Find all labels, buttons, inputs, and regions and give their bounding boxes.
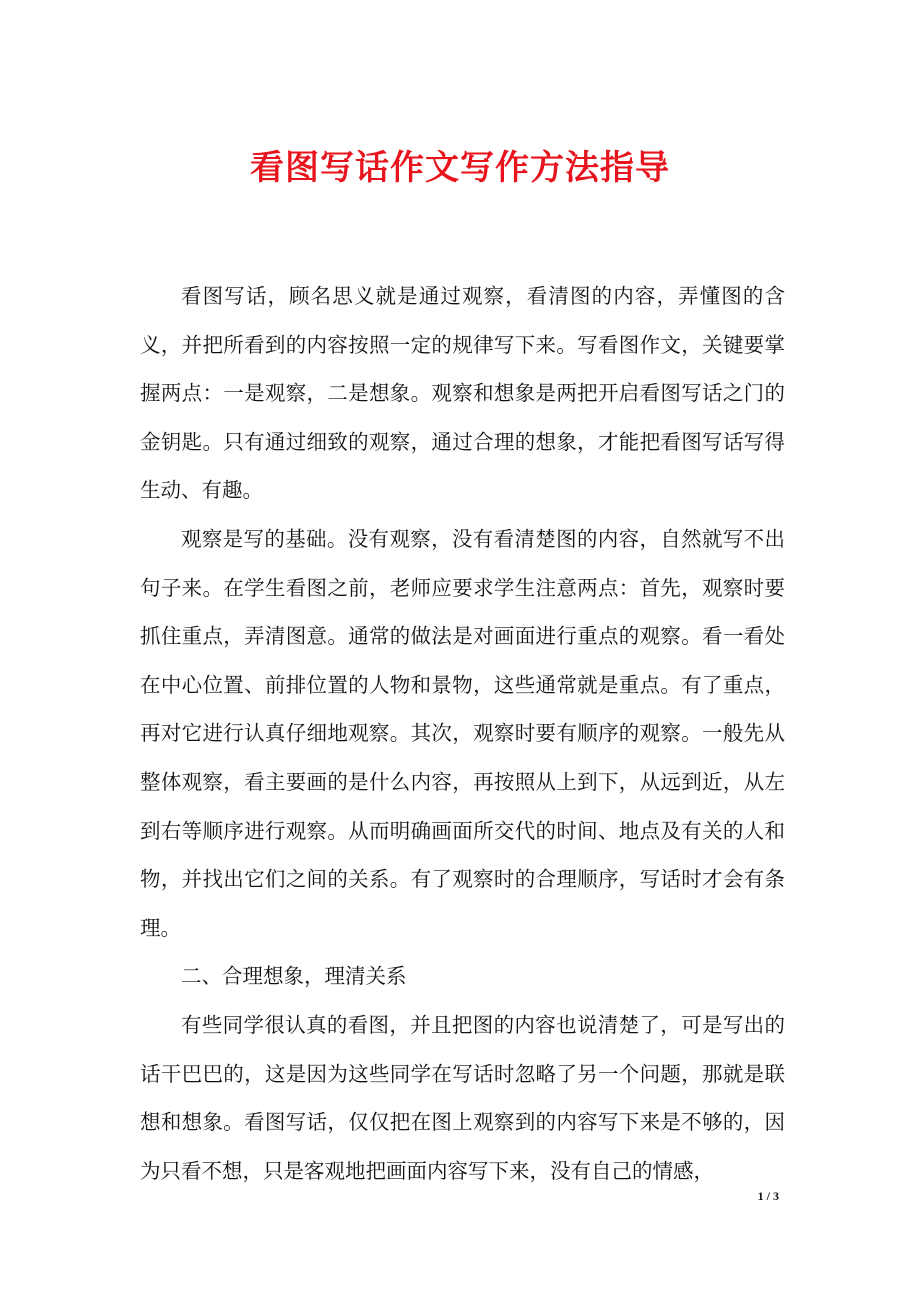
document-body: [140, 272, 785, 1195]
document-title: 看图写话作文写作方法指导: [250, 148, 670, 188]
paragraph-intro: 看图写话，顾名思义就是通过观察，看清图的内容，弄懂图的含义，并把所看到的内容按照一定的规律写下来。写看图作文，关键要掌握两点：一是观察，二是想象。观察和想象是两把开启看图写话之门的金钥匙。只有通过细致的观察，通过合理的想象，才能把看图写话写得生动、有趣。: [140, 284, 785, 503]
page-number: 1 / 3: [757, 1189, 779, 1203]
paragraph-observation: 观察是写的基础。没有观察，没有看清楚图的内容，自然就写不出句子来。在学生看图之前，老师应要求学生注意两点：首先，观察时要抓住重点，弄清图意。通常的做法是对画面进行重点的观察。看一看处在中心位置、前排位置的人物和景物，这些通常就是重点。有了重点，再对它进行认真仔细地观察。其次，观察时要有顺序的观察。一般先从整体观察，看主要画的是什么内容，再按照从上到下，从远到近，从左到右等顺序进行观察。从而明确画面所交代的时间、地点及有关的人和物，并找出它们之间的关系。有了观察时的合理顺序，写话时才会有条理。: [140, 526, 785, 940]
paragraph-imagination: 有些同学很认真的看图，并且把图的内容也说清楚了，可是写出的话干巴巴的，这是因为这些同学在写话时忽略了另一个问题，那就是联想和想象。看图写话，仅仅把在图上观察到的内容写下来是不够的，因为只看不想，只是客观地把画面内容写下来，没有自己的情感，: [140, 1012, 785, 1183]
section-heading: 二、合理想象，理清关系: [181, 964, 407, 989]
